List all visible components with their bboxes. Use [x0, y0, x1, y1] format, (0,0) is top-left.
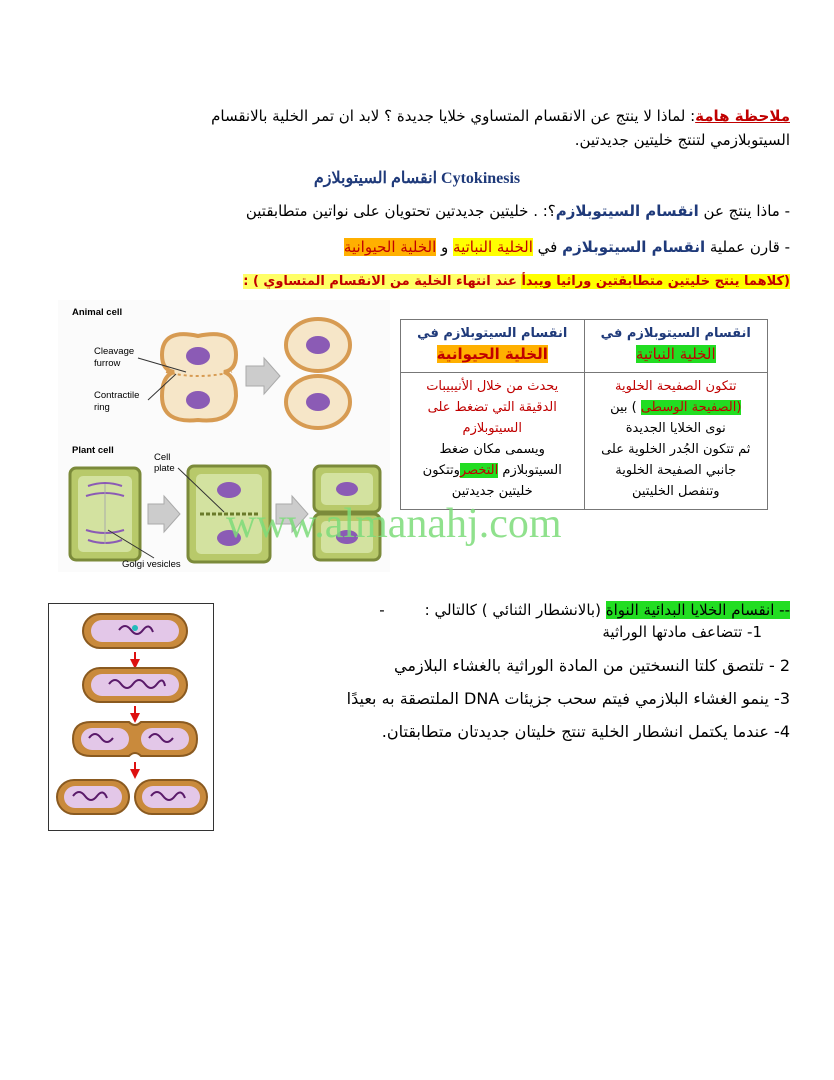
- q2-animal: الخلية الحيوانية: [343, 238, 437, 256]
- animal-daughter-cells: [286, 319, 350, 428]
- question-1: - ماذا ينتج عن انقسام السيتوبلازم؟: . خليتين جديدتين تحتويان على نواتين متطابقتين: [245, 202, 790, 220]
- prokaryote-section: [270, 600, 790, 741]
- cleavage-label-1: Cleavage: [94, 346, 135, 357]
- q1-term: انقسام السيتوبلازم: [555, 202, 699, 220]
- watermark: www.almanahj.com: [226, 501, 562, 547]
- prokaryote-step-3: 3- ينمو الغشاء البلازمي فيتم سحب جزيئات DNA الملتصقة به بعيدًا: [346, 689, 790, 708]
- bacterium-stage-3: [73, 722, 197, 756]
- prokaryote-step-4: 4- عندما يكتمل انشطار الخلية تنتج خليتان جديدتان متطابقتان.: [381, 722, 790, 741]
- prokaryote-title: -- انقسام الخلايا البدائية النواة (بالانشطار الثنائي ) كالتالي :-: [379, 601, 790, 619]
- note-label: ملاحظة هامة: [695, 107, 790, 125]
- bacterium-stage-1: [83, 614, 187, 648]
- both-note: (كلاهما ينتج خليتين متطابقتين وراثيا ويبدأ عند انتهاء الخلية من الانقسام المتساوي ) :: [243, 274, 790, 289]
- cell-plate-label-2: plate: [154, 463, 175, 474]
- comparison-table-wrap: [400, 319, 768, 510]
- plant-cell-mitosis: [70, 468, 140, 560]
- prokaryote-step-1: 1- تتضاعف مادتها الوراثية: [602, 623, 762, 641]
- bacterium-stage-2: [83, 668, 187, 702]
- plant-title-label: Plant cell: [72, 445, 114, 456]
- plant-body-cell: تتكون الصفيحة الخلوية (الصفيحة الوسطى ) بين نوى الخلايا الجديدة ثم تتكون الجُدر الخلوية على جانبي الصفيحة الخلوية وتنفصل الخليتين: [584, 373, 768, 510]
- binary-fission-figure: [48, 603, 214, 831]
- plant-header-cell: انقسام السيتوبلازم في الخلية النباتية: [584, 320, 768, 373]
- golgi-label: Golgi vesicles: [122, 559, 181, 570]
- animal-body-cell: يحدث من خلال الأنيبيبات الدقيقة التي تضغط على السيتوبلازم ويسمى مكان ضغط السيتوبلازم التخصروتتكون خليتين جديدتين: [401, 373, 585, 510]
- note-line2: السيتوبلازمي لتنتج خليتين جديدتين.: [574, 131, 790, 149]
- animal-header-cell: انقسام السيتوبلازم في الخلية الحيوانية: [401, 320, 585, 373]
- contractile-label-1: Contractile: [94, 390, 140, 401]
- comparison-table: [400, 319, 768, 510]
- bacterium-stage-4: [57, 780, 207, 814]
- section-heading: انقسام السيتوبلازم Cytokinesis: [313, 170, 521, 187]
- binary-fission-diagram: [49, 604, 213, 830]
- q2-plant: الخلية النباتية: [453, 238, 533, 256]
- cleavage-label-2: furrow: [94, 358, 121, 369]
- table-header-row: [401, 320, 768, 373]
- note-line1: : لماذا لا ينتج عن الانقسام المتساوي خلايا جديدة ؟ لابد ان تمر الخلية بالانقسام: [211, 107, 696, 125]
- cell-plate-label-1: Cell: [154, 452, 171, 463]
- contractile-label-2: ring: [94, 402, 110, 413]
- table-body-row: [401, 373, 768, 510]
- plant-header-hl: الخلية النباتية: [635, 345, 716, 363]
- question-2: - قارن عملية انقسام السيتوبلازم في الخلية النباتية و الخلية الحيوانية: [343, 238, 790, 256]
- animal-title-label: Animal cell: [72, 307, 123, 318]
- animal-header-hl: الخلية الحيوانية: [436, 345, 548, 363]
- note-paragraph: [70, 104, 790, 152]
- prokaryote-step-2: 2 - تلتصق كلتا النسختين من المادة الوراثية بالغشاء البلازمي: [394, 656, 790, 675]
